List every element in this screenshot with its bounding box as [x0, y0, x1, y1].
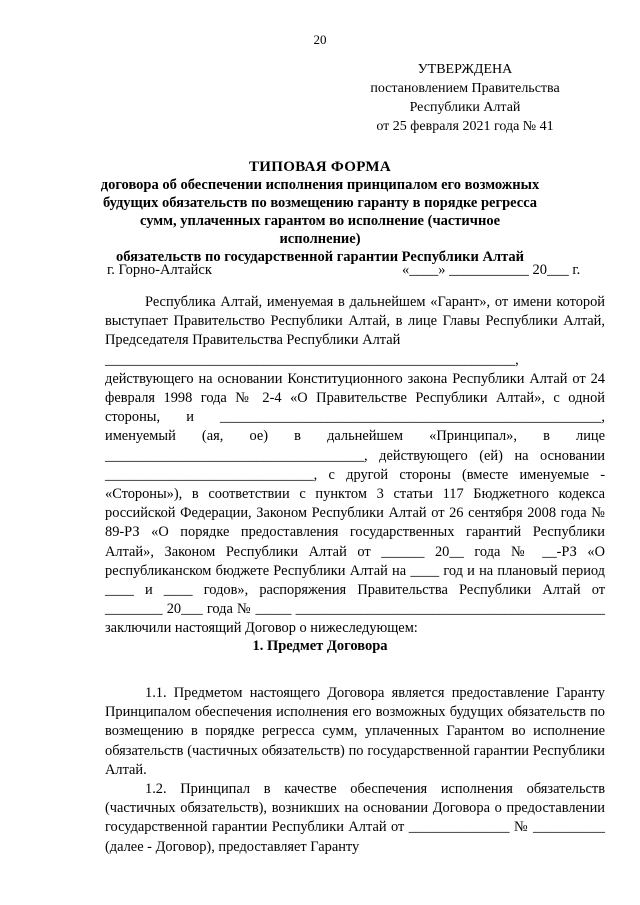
clause-1-1: 1.1. Предметом настоящего Договора является предоставление Гаранту Принципалом обеспечения исполнения его возможных будущих обязательств по возмещению в порядке регресса сумм, уплаченных Гарантом во исполнение обязательств (частичных обязательств) по государственной гарантии Республики Алтай. — [105, 685, 605, 778]
preamble — [105, 293, 605, 639]
approval-line: постановлением Правительства — [370, 81, 560, 96]
date-field: «____» ___________ 20___ г. — [402, 262, 581, 278]
title-line: будущих обязательств по возмещению гаранту в порядке регресса — [102, 195, 538, 211]
title-line: обязательств по государственной гарантии Республики Алтай — [115, 249, 525, 265]
preamble-blank-line: _________________________________________________________, — [105, 351, 519, 368]
approval-line: от 25 февраля 2021 года № 41 — [376, 119, 554, 134]
page-number: 20 — [313, 32, 327, 47]
section-body — [105, 684, 605, 857]
approval-line: Республики Алтай — [409, 100, 521, 115]
title-line: сумм, уплаченных гарантом во исполнение (частичное исполнение) — [139, 213, 501, 247]
title-main: ТИПОВАЯ ФОРМА — [249, 159, 391, 175]
approval-block — [360, 60, 570, 136]
approval-heading: УТВЕРЖДЕНА — [417, 62, 513, 77]
preamble-paragraph: действующего на основании Конституционного закона Республики Алтай от 24 февраля 1998 года № 2-4 «О Правительстве Республики Алтай», с одной стороны, и _____________________________________________________, именуемый (ая, ое) в дальнейшем «Принципал», в лице ____________________________________, действующего (ей) на основании _____________________________, с другой стороны (вместе именуемые - «Стороны»), в соответствии с пунктом 3 статьи 117 Бюджетного кодекса российской Федерации, Законом Республики Алтай от 26 сентября 2008 года № 89-РЗ «О порядке предоставления государственных гарантий Республики Алтай», Законом Республики Алтай от ______ 20__ года № __-РЗ «О республиканском бюджете Республики Алтай на ____ год и на плановый период ____ и ____ годов», распоряжения Правительства Республики Алтай от ________ 20___ года № _____ ___________________________________________ заключили настоящий Договор о нижеследующем: — [105, 370, 605, 637]
clause-1-2: 1.2. Принципал в качестве обеспечения исполнения обязательств (частичных обязательств), возникших на основании Договора о предоставлении государственной гарантии Республики Алтай от ______________ № __________ (далее - Договор), предоставляет Гаранту — [105, 781, 605, 855]
preamble-paragraph: Республика Алтай, именуемая в дальнейшем «Гарант», от имени которой выступает Правительство Республики Алтай, в лице Главы Республики Алтай, Председателя Правительства Республики Алтай — [105, 294, 605, 349]
section-heading: 1. Предмет Договора — [252, 638, 388, 654]
place-of-signing: г. Горно-Алтайск — [107, 262, 212, 278]
document-title — [100, 158, 540, 266]
title-line: договора об обеспечении исполнения принципалом его возможных — [100, 177, 540, 193]
